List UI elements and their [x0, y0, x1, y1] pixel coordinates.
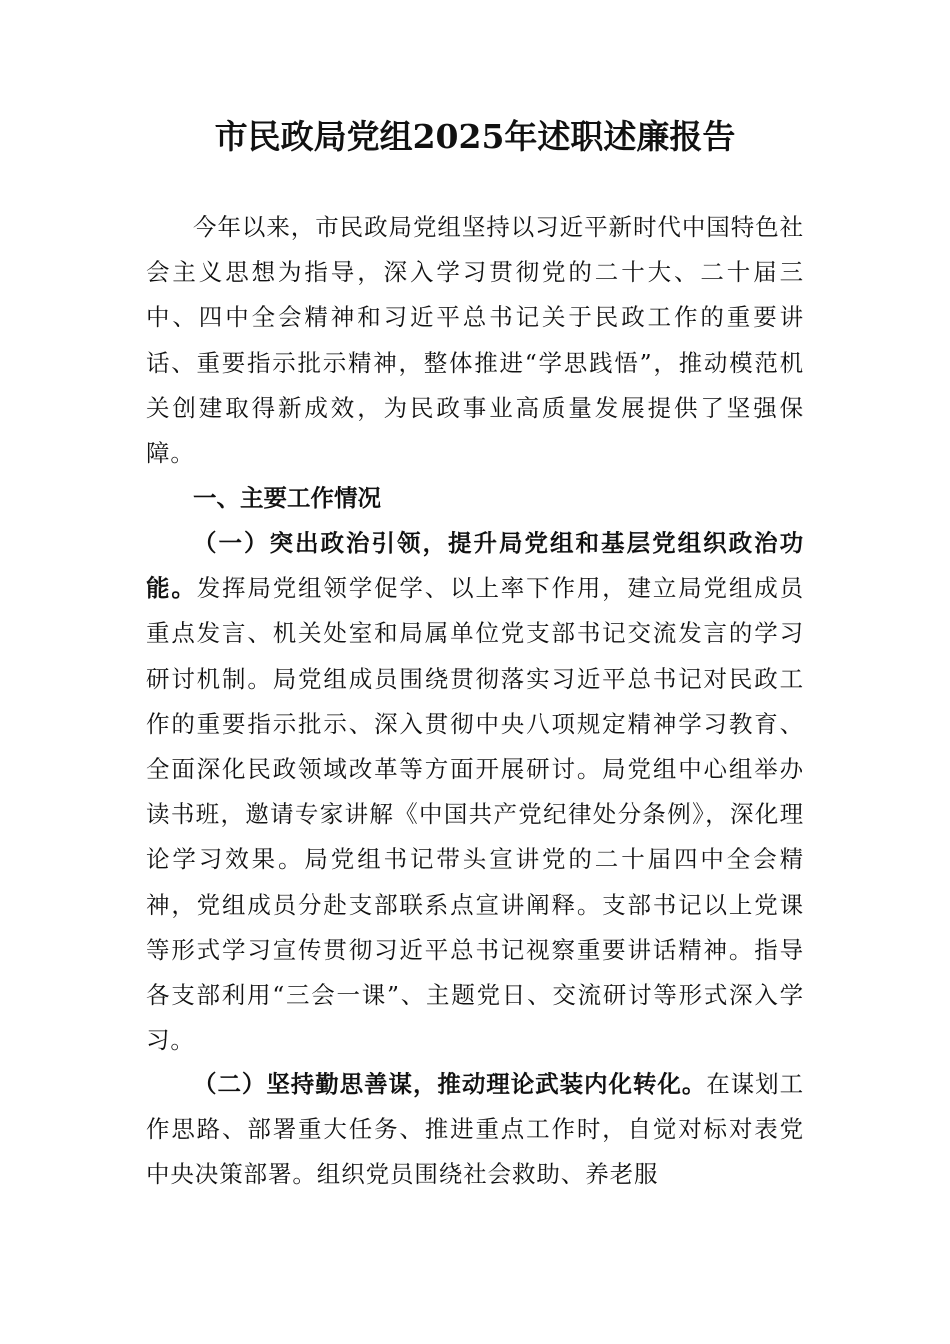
- subsection-paragraph-1: [146, 521, 804, 1063]
- subsection-paragraph-2: [146, 1062, 804, 1198]
- page-title: 市民政局党组2025年述职述廉报告: [214, 117, 736, 156]
- subsection-2-text: 在谋划工作思路、部署重大任务、推进重点工作时，自觉对标对表党中央决策部署。组织党员围绕社会救助、养老服: [146, 1070, 804, 1189]
- section-heading: 一、主要工作情况: [193, 484, 381, 512]
- intro-paragraph: 今年以来，市民政局党组坚持以习近平新时代中国特色社会主义思想为指导，深入学习贯彻党的二十大、二十届三中、四中全会精神和习近平总书记关于民政工作的重要讲话、重要指示批示精神，整体推进“学思践悟”，推动模范机关创建取得新成效，为民政事业高质量发展提供了坚强保障。: [146, 213, 804, 468]
- subsection-1-text: 发挥局党组领学促学、以上率下作用，建立局党组成员重点发言、机关处室和局属单位党支部书记交流发言的学习研讨机制。局党组成员围绕贯彻落实习近平总书记对民政工作的重要指示批示、深入贯彻中央八项规定精神学习教育、全面深化民政领域改革等方面开展研讨。局党组中心组举办读书班，邀请专家讲解《中国共产党纪律处分条例》，深化理论学习效果。局党组书记带头宣讲党的二十届四中全会精神，党组成员分赴支部联系点宣讲阐释。支部书记以上党课等形式学习宣传贯彻习近平总书记视察重要讲话精神。指导各支部利用“三会一课”、主题党日、交流研讨等形式深入学习。: [146, 574, 804, 1055]
- subsection-1-lead: （一）突出政治引领，提升局党组和基层党组织政治功能。: [146, 529, 804, 603]
- subsection-2-lead: （二）坚持勤思善谋，推动理论武装内化转化。: [193, 1070, 707, 1098]
